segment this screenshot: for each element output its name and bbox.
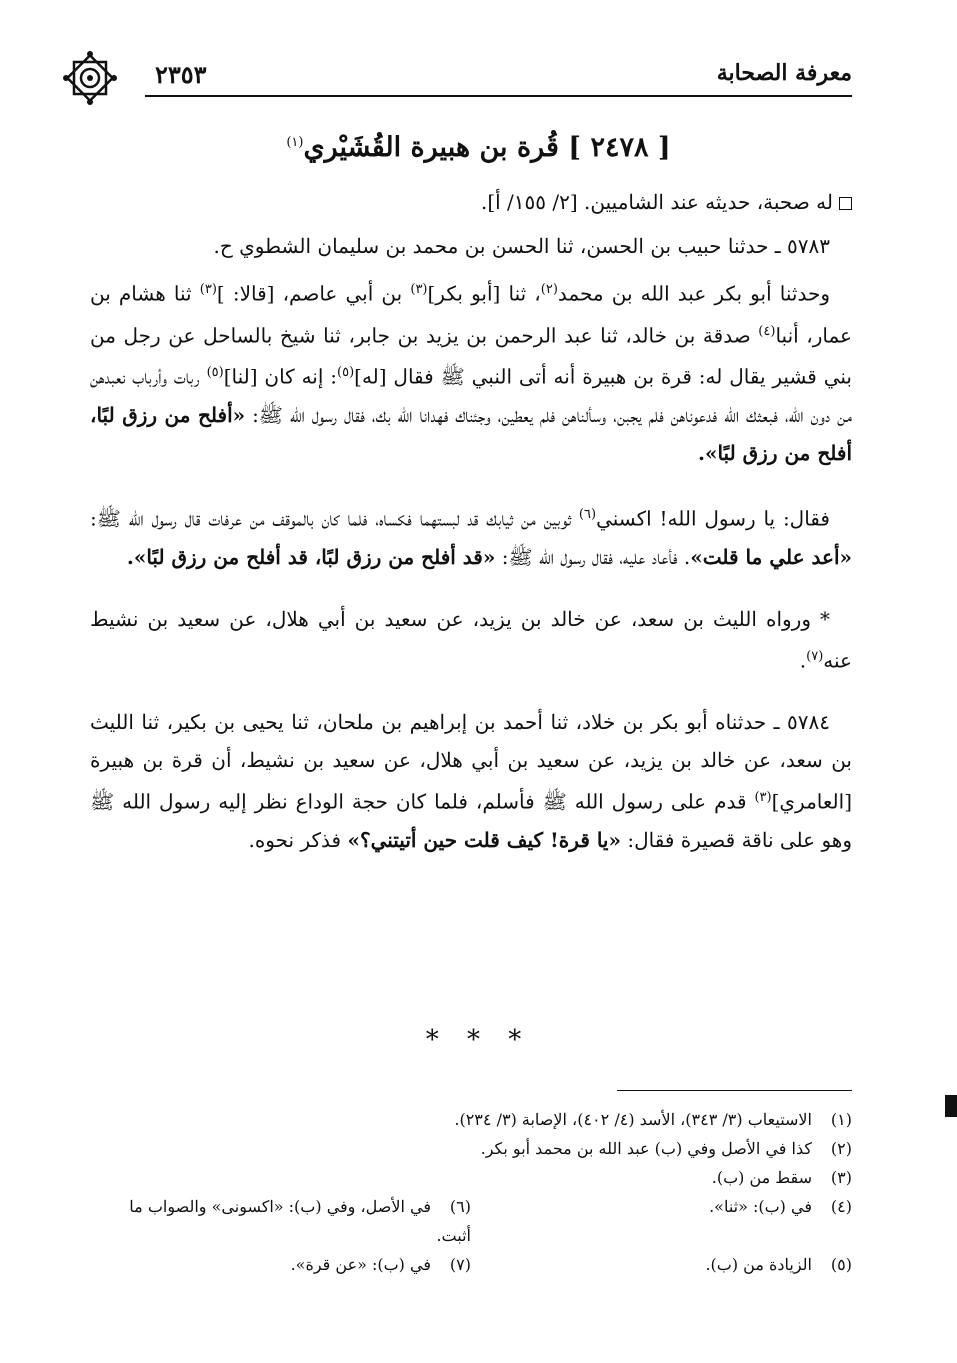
text-run: قدم على رسول الله ﷺ فأسلم، فلما كان حجة الوداع نظر إليه رسول الله ﷺ وهو على ناقة قصيرة فقال:: [90, 789, 852, 852]
paragraph-hadith-5784: [90, 703, 852, 859]
footnote-1: [90, 1105, 852, 1134]
paragraph-isnad: [90, 271, 852, 472]
paragraph-hadith-5783: [90, 227, 852, 265]
paragraph-text: ٥٧٨٣ ـ حدثنا حبيب بن الحسن، ثنا الحسن بن محمد بن سليمان الشطوي ح.: [213, 234, 830, 258]
text-run: : إنه كان [لنا]: [223, 364, 338, 389]
footnote-row: [90, 1250, 852, 1279]
footnote-text: سقط من (ب).: [711, 1168, 812, 1187]
footnote-7: [90, 1250, 471, 1279]
footnote-number: (٢): [830, 1139, 852, 1158]
text-run: ، ثنا [أبو بكر]: [427, 281, 541, 306]
footnote-text: في الأصل، وفي (ب): «اكسونى» والصواب ما أثبت.: [129, 1197, 471, 1245]
footnote-number: (١): [830, 1110, 852, 1129]
text-run: بن أبي عاصم، [قالا: ]: [216, 281, 411, 306]
footnote-text: في (ب): «عن قرة».: [290, 1255, 431, 1274]
footnote-rule: [617, 1090, 852, 1091]
text-run: ربات وأرباب نعبدهن من دون الله، فبعثك الله فدعوناهن فلم يجبن، وسألناهن فلم يعطين، وجئناك فهدانا الله بك، فقال رسول الله ﷺ:: [90, 364, 852, 427]
running-header: [60, 58, 852, 98]
hadith-quote: «أعد علي ما قلت»: [690, 544, 852, 569]
footnote-6: [90, 1192, 471, 1250]
footnote-ref: (٥): [206, 365, 224, 381]
hadith-quote: «يا قرة! كيف قلت حين أتيتني؟»: [347, 827, 621, 852]
body-text: [90, 183, 852, 865]
paragraph-text: له صحبة، حديثه عند الشاميين. [٢/ ١٥٥/ أ].: [480, 190, 833, 214]
text-run: ثنا هشام بن عمار، أنبا: [90, 281, 852, 348]
text-run: ثوبين من ثيابك قد لبستهما فكساه، فلما كان بالموقف من عرفات قال رسول الله ﷺ:: [90, 506, 579, 531]
footnote-ref: (٤): [758, 323, 776, 339]
hadith-quote: «أفلح من رزق لبًا، أفلح من رزق لبًا».: [90, 402, 852, 465]
footnote-4: [471, 1192, 852, 1250]
footnote-text: الزيادة من (ب).: [705, 1255, 812, 1274]
footnote-ref: (٣): [754, 790, 772, 806]
text-run: وحدثنا أبو بكر عبد الله بن محمد: [557, 281, 830, 306]
paragraph-riwaya: [90, 600, 852, 680]
paragraph-dialogue: [90, 496, 852, 576]
footnote-3: [90, 1163, 852, 1192]
running-title: معرفة الصحابة: [716, 60, 852, 86]
footnote-ref: (٧): [806, 648, 824, 664]
ornament-icon: [60, 48, 120, 108]
footnote-number: (٦): [449, 1197, 471, 1216]
footnotes: [90, 1105, 852, 1279]
text-run: . فأعاد عليه، فقال رسول الله ﷺ:: [495, 544, 691, 569]
footnote-number: (٤): [830, 1197, 852, 1216]
text-run: صدقة بن خالد، ثنا عبد الرحمن بن يزيد بن جابر، ثنا شيخ بالساحل عن رجل من بني قشير يقال له: قرة بن هبيرة أنه أتى النبي ﷺ فقال [له]: [90, 323, 852, 389]
text-run: فذكر نحوه.: [248, 827, 348, 852]
square-bullet-icon: [839, 197, 852, 210]
footnote-5: [471, 1250, 852, 1279]
footnote-ref: (٦): [578, 506, 597, 522]
entry-title: [105, 132, 852, 163]
text-run: * ورواه الليث بن سعد، عن خالد بن يزيد، عن سعيد بن أبي هلال، عن سعيد بن نشيط عنه: [90, 606, 852, 673]
footnote-number: (٧): [449, 1255, 471, 1274]
footnote-row: [90, 1192, 852, 1250]
page-edge-mark: [945, 1095, 957, 1117]
footnote-text: الاستيعاب (٣/ ٣٤٣)، الأسد (٤/ ٤٠٢)، الإصابة (٣/ ٢٣٤).: [454, 1110, 812, 1129]
header-rule: [145, 95, 852, 97]
text-run: ٥٧٨٤ ـ حدثناه أبو بكر بن خلاد، ثنا أحمد بن إبراهيم بن ملحان، ثنا يحيى بن بكير، ثنا الليث بن سعد، عن خالد بن يزيد، عن سعيد بن أبي هلال، عن سعيد بن نشيط، أن قرة بن هبيرة [العامري]: [90, 710, 852, 814]
footnote-text: كذا في الأصل وفي (ب) عبد الله بن محمد أبو بكر.: [480, 1139, 812, 1158]
footnote-ref: (٣): [199, 282, 217, 297]
footnote-ref: (٢): [540, 282, 558, 297]
paragraph-intro: [90, 183, 852, 221]
footnote-ref: (٥): [337, 365, 355, 381]
footnote-ref: (١): [286, 135, 304, 150]
footnote-ref: (٣): [410, 282, 428, 297]
footnote-text: في (ب): «ثنا».: [709, 1197, 812, 1216]
footnote-number: (٥): [830, 1255, 852, 1274]
page-number: ٢٣٥٣: [155, 60, 207, 89]
hadith-quote: «قد أفلح من رزق لبًا، قد أفلح من رزق لبًا».: [126, 544, 496, 569]
entry-title-text: [ ٢٤٧٨ ] قُرة بن هبيرة القُشَيْري: [303, 132, 671, 163]
text-run: .: [799, 648, 807, 673]
text-run: فقال: يا رسول الله! اكسني: [596, 506, 830, 531]
section-separator: * * *: [425, 1025, 532, 1055]
footnote-number: (٣): [830, 1168, 852, 1187]
footnote-2: [90, 1134, 852, 1163]
